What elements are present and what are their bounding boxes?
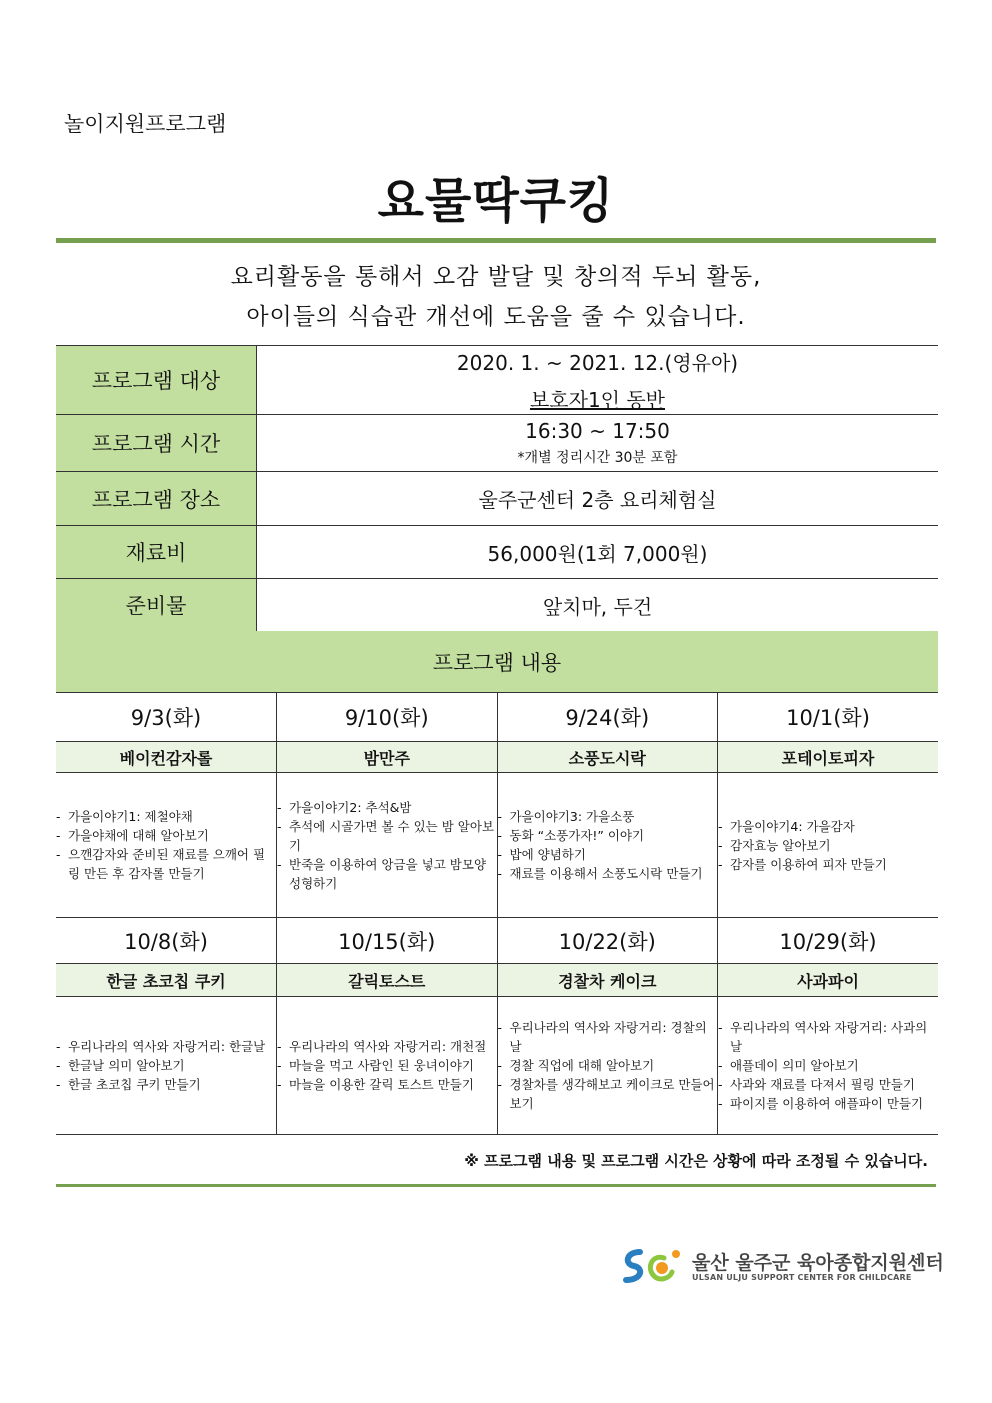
info-row-supplies xyxy=(56,579,938,632)
session-date: 9/3(화) xyxy=(56,693,277,742)
activity-item: - 가을이야기4: 가을감자 xyxy=(718,817,938,836)
target-value xyxy=(257,346,939,415)
page-title: 요물딱쿠킹 xyxy=(377,173,615,229)
activity-item: - 밥에 양념하기 xyxy=(498,845,718,864)
target-period: 2020. 1. ~ 2021. 12.(영유아) xyxy=(456,351,739,375)
session-date: 10/29(화) xyxy=(718,918,939,964)
schedule-change-note: ※ 프로그램 내용 및 프로그램 시간은 상황에 따라 조정될 수 있습니다. xyxy=(464,1152,928,1170)
place-label: 프로그램 장소 xyxy=(56,472,257,526)
activity-item: - 애플데이 의미 알아보기 xyxy=(718,1056,938,1075)
target-label: 프로그램 대상 xyxy=(56,346,257,415)
session-activities xyxy=(56,773,277,918)
title-divider xyxy=(56,238,936,243)
session-date: 10/15(화) xyxy=(277,918,498,964)
session-activities xyxy=(277,773,498,918)
time-range: 16:30 ~ 17:50 xyxy=(525,419,670,443)
activity-item: - 우리나라의 역사와 자랑거리: 개천절 xyxy=(277,1037,497,1056)
session-activities xyxy=(718,997,939,1135)
time-note: *개별 정리시간 30분 포함 xyxy=(517,450,678,466)
date-row xyxy=(56,918,938,964)
intro-line-1: 요리활동을 통해서 오감 발달 및 창의적 두뇌 활동, xyxy=(230,264,762,290)
info-row-place xyxy=(56,472,938,526)
activity-item: - 감자를 이용하여 피자 만들기 xyxy=(718,855,938,874)
activity-item: - 마늘을 먹고 사람인 된 웅녀이야기 xyxy=(277,1056,497,1075)
menu-row xyxy=(56,964,938,997)
activity-item: - 우리나라의 역사와 자랑거리: 경찰의 날 xyxy=(498,1018,718,1056)
activity-item: - 우리나라의 역사와 자랑거리: 한글날 xyxy=(56,1037,276,1056)
session-activities xyxy=(277,997,498,1135)
content-section-header: 프로그램 내용 xyxy=(56,631,938,693)
info-row-target xyxy=(56,346,938,415)
session-menu: 사과파이 xyxy=(718,964,939,997)
activity-item: - 추석에 시골가면 볼 수 있는 밤 알아보기 xyxy=(277,817,497,855)
intro-line-2: 아이들의 식습관 개선에 도움을 줄 수 있습니다. xyxy=(246,304,746,330)
session-date: 10/8(화) xyxy=(56,918,277,964)
program-info-table xyxy=(56,345,938,632)
activity-item: - 가을이야기3: 가을소풍 xyxy=(498,807,718,826)
info-row-fee xyxy=(56,526,938,579)
activity-item: - 가을이야기1: 제철야채 xyxy=(56,807,276,826)
target-guardian: 보호자1인 동반 xyxy=(529,388,665,412)
session-menu: 포테이토피자 xyxy=(718,742,939,773)
session-date: 9/24(화) xyxy=(497,693,718,742)
session-menu: 베이컨감자롤 xyxy=(56,742,277,773)
time-label: 프로그램 시간 xyxy=(56,415,257,472)
time-value xyxy=(257,415,939,472)
session-date: 10/22(화) xyxy=(497,918,718,964)
fee-value: 56,000원(1회 7,000원) xyxy=(257,526,939,579)
session-activities xyxy=(497,773,718,918)
activity-item: - 감자효능 알아보기 xyxy=(718,836,938,855)
activity-item: - 경찰 직업에 대해 알아보기 xyxy=(498,1056,718,1075)
activity-item: - 파이지를 이용하여 애플파이 만들기 xyxy=(718,1094,938,1113)
session-menu: 밤만주 xyxy=(277,742,498,773)
supplies-value: 앞치마, 두건 xyxy=(257,579,939,632)
menu-row xyxy=(56,742,938,773)
activity-item: - 우리나라의 역사와 자랑거리: 사과의 날 xyxy=(718,1018,938,1056)
center-name-korean: 울산 울주군 육아종합지원센터 xyxy=(692,1252,944,1274)
footer-divider xyxy=(56,1184,936,1187)
activity-item: - 경찰차를 생각해보고 케이크로 만들어보기 xyxy=(498,1075,718,1113)
fee-label: 재료비 xyxy=(56,526,257,579)
session-date: 10/1(화) xyxy=(718,693,939,742)
session-activities xyxy=(718,773,939,918)
center-logo xyxy=(620,1244,944,1288)
session-activities xyxy=(497,997,718,1135)
activity-item: - 한글 초코칩 쿠키 만들기 xyxy=(56,1075,276,1094)
program-category: 놀이지원프로그램 xyxy=(64,112,227,136)
session-menu: 갈릭토스트 xyxy=(277,964,498,997)
center-name-english: ULSAN ULJU SUPPORT CENTER FOR CHILDCARE xyxy=(692,1273,912,1282)
activity-row xyxy=(56,773,938,918)
activity-item: - 사과와 재료를 다져서 필링 만들기 xyxy=(718,1075,938,1094)
activity-item: - 한글날 의미 알아보기 xyxy=(56,1056,276,1075)
session-menu: 한글 초코칩 쿠키 xyxy=(56,964,277,997)
schedule-table xyxy=(56,692,938,1135)
supplies-label: 준비물 xyxy=(56,579,257,632)
info-row-time xyxy=(56,415,938,472)
activity-row xyxy=(56,997,938,1135)
session-menu: 경찰차 케이크 xyxy=(497,964,718,997)
activity-item: - 반죽을 이용하여 앙금을 넣고 밤모양 성형하기 xyxy=(277,855,497,893)
activity-item: - 으깬감자와 준비된 재료를 으깨어 필링 만든 후 감자롤 만들기 xyxy=(56,845,276,883)
date-row xyxy=(56,693,938,742)
center-logo-icon xyxy=(620,1244,688,1288)
place-value: 울주군센터 2층 요리체험실 xyxy=(257,472,939,526)
activity-item: - 동화 “소풍가자!” 이야기 xyxy=(498,826,718,845)
session-menu: 소풍도시락 xyxy=(497,742,718,773)
activity-item: - 마늘을 이용한 갈릭 토스트 만들기 xyxy=(277,1075,497,1094)
activity-item: - 재료를 이용해서 소풍도시락 만들기 xyxy=(498,864,718,883)
session-activities xyxy=(56,997,277,1135)
activity-item: - 가을이야기2: 추석&밤 xyxy=(277,798,497,817)
session-date: 9/10(화) xyxy=(277,693,498,742)
activity-item: - 가을야채에 대해 알아보기 xyxy=(56,826,276,845)
